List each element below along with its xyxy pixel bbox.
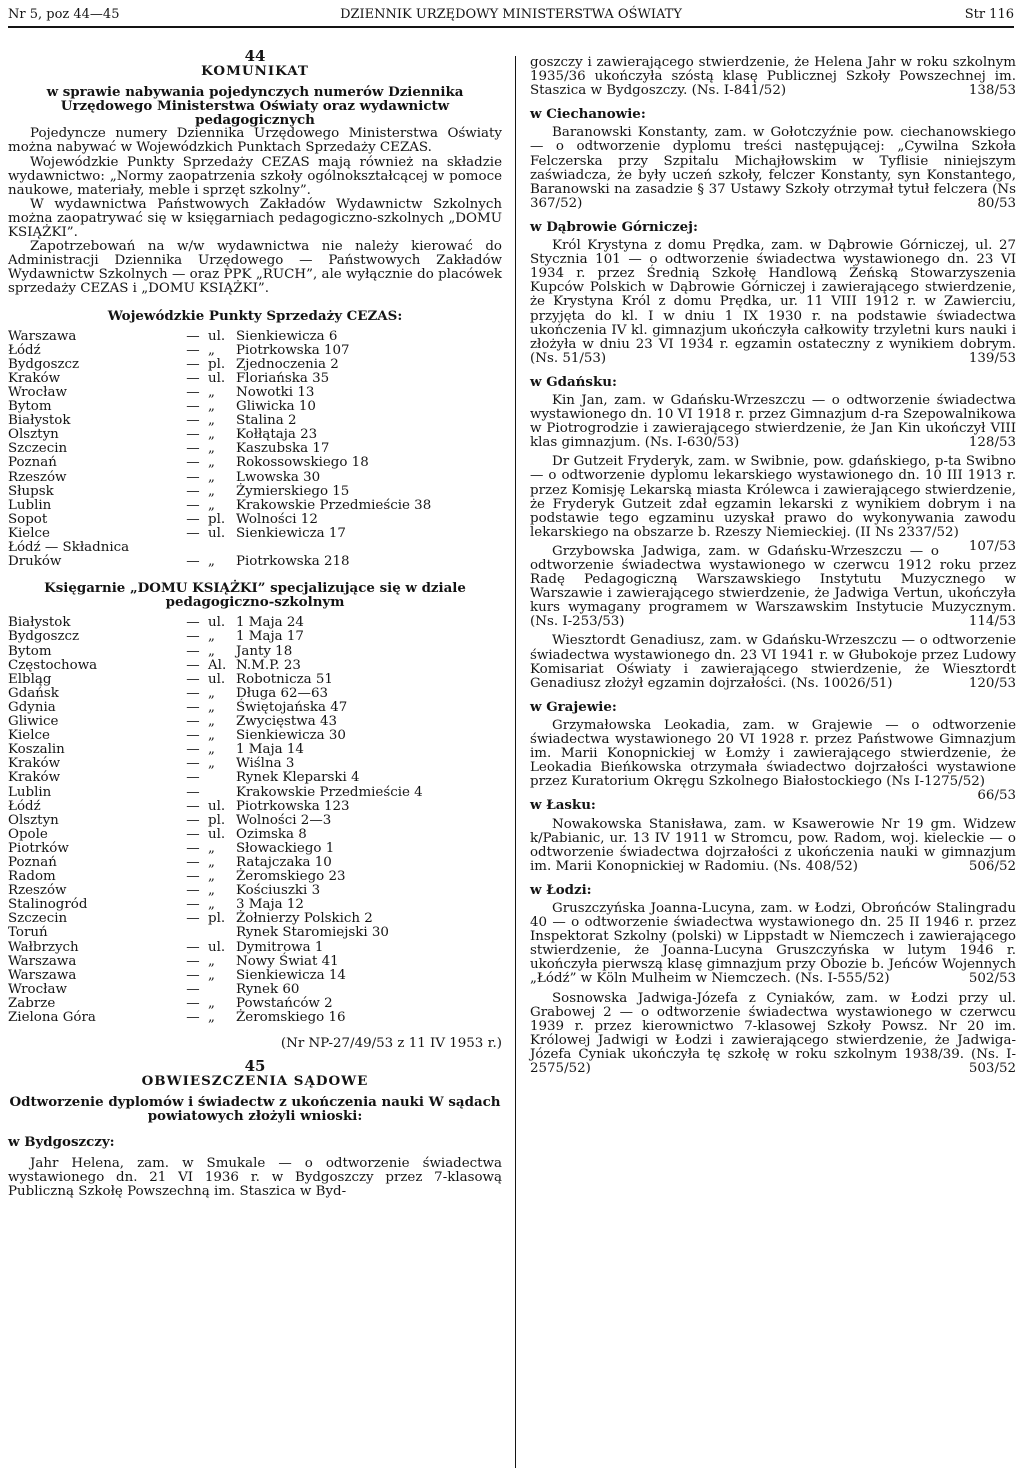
address-city: Radom [8,869,56,885]
address-sfx: „ [208,742,215,758]
address-dash: — [186,629,200,645]
address-city: Częstochowa [8,657,98,673]
address-dash: — [186,657,200,673]
address-street: 3 Maja 12 [236,897,304,913]
court-notice-text: Kin Jan, zam. w Gdańsku-Wrzeszczu — o odtworzenie świadectwa wystawionego dn. 10 VI 1918 r. przez Gimnazjum d-ra Szepowalnikowa w Piotrogrodzie i zawierającego stwierdzenie, że Jan Kin ukończył VIII klas gimnazjum. (Ns. I-630/53) [530,392,1016,451]
address-dash: — [186,911,200,927]
locality-heading: w Grajewie: [530,698,617,715]
address-dash: — [186,497,200,513]
address-street: Długa 62—63 [236,685,328,701]
address-street: Dymitrowa 1 [236,939,324,955]
address-street: Sienkiewicza 30 [236,728,346,744]
address-row [8,673,502,687]
court-notice-entry [530,634,1016,690]
locality-heading: w Ciechanowie: [530,106,646,123]
address-dash: — [186,897,200,913]
address-sfx: „ [208,854,215,870]
address-street: Rynek Kleparski 4 [236,770,360,786]
address-row [8,969,502,983]
jahr-entry: Jahr Helena, zam. w Smukale — o odtworzenie świadectwa wystawionego dn. 21 VI 1936 r. w Bydgoszczy przez 7-klasową Publiczną Szkołę Powszechną im. Staszica w Byd- [8,1155,502,1199]
jahr-entry-ref: 138/53 [968,83,1016,99]
address-dash: — [186,854,200,870]
address-dash: — [186,728,200,744]
address-row [8,330,502,344]
address-city: Bytom [8,399,52,415]
address-row [8,884,502,898]
address-city: Sopot [8,511,48,527]
address-sfx: „ [208,869,215,885]
address-street: Wolności 2—3 [236,812,332,828]
address-city: Gliwice [8,714,59,730]
address-street: Żymierskiego 15 [236,483,350,499]
address-dash: — [186,511,200,527]
court-notice-entry [530,545,1016,630]
address-city: Bytom [8,643,52,659]
address-dash: — [186,981,200,997]
address-street: Kołłątaja 23 [236,427,318,443]
address-row [8,485,502,499]
address-city: Koszalin [8,742,65,758]
address-sfx: pl. [208,511,226,527]
address-sfx: „ [208,455,215,471]
address-row [8,941,502,955]
address-city: Szczecin [8,911,68,927]
komunikat-subtitle: w sprawie nabywania pojedynczych numerów Dziennika Urzędowego Ministerstwa Oświaty oraz wydawnictw pedagogicznych [46,84,464,129]
court-notice-ref: 107/53 [968,538,1016,554]
address-city: Olsztyn [8,812,59,828]
address-row [8,344,502,358]
address-street: Wolności 12 [236,511,318,527]
address-dash: — [186,995,200,1011]
address-city: Gdynia [8,699,56,715]
court-notice-ref: 502/53 [968,971,1016,987]
address-row [8,456,502,470]
court-notice-text: Gruszczyńska Joanna-Lucyna, zam. w Łodzi, Obrońców Stalingradu 40 — o odtworzenie świadectwa wystawionego dn. 25 II 1946 r. przez Inspektorat Szkolny (polski) w Lippstadt w Niemczech i zawierającego stwierdzenie, że Joanna-Lucyna Gruszczyńska w lutym 1946 r. ukończyła pierwszą klasę gimnazjum przy Obozie b. Jeńców Wojennych „Łódź” w Köln Mulheim w Niemczech. (Ns. I-555/52) [530,900,1016,987]
court-notice-entry [530,239,1016,366]
address-sfx: „ [208,399,215,415]
address-street: Lwowska 30 [236,469,321,485]
court-notice-text: Sosnowska Jadwiga-Józefa z Cyniaków, zam. w Łodzi przy ul. Grabowej 2 — o odtworzenie świadectwa wystawionego w czerwcu 1939 r. przez kierownictwo 7-klasowej Szkoły Powsz. Nr 20 im. Królowej Jadwigi w Łodzi i zawierającego stwierdzenie, że Jadwiga-Józefa Cyniak ukończyła tę szkołę w roku szkolnym 1938/39. (Ns. I-2575/52) [530,990,1016,1076]
address-dash: — [186,840,200,856]
address-dash: — [186,483,200,499]
address-city: Wałbrzych [8,939,79,955]
address-sfx: ul. [208,370,226,386]
address-dash: — [186,869,200,885]
address-row [8,743,502,757]
address-dash: — [186,554,200,570]
address-row [8,513,502,527]
komunikat-paragraph-4: Zapotrzebowań na w/w wydawnictwa nie należy kierować do Administracji Dziennika Urzędowego — Państwowych Zakładów Wydawnictw Szkolnych — oraz PPK „RUCH”, ale wyłącznie do placówek sprzedaży CEZAS i „DOMU KSIĄŻKI”. [8,239,502,297]
address-dash: — [186,939,200,955]
komunikat-title: KOMUNIKAT [201,63,309,79]
obwieszczenia-title: OBWIESZCZENIA SĄDOWE [141,1073,369,1090]
address-dash [178,926,208,940]
header-issue: Nr 5, poz 44—45 [8,7,120,22]
address-city: Łódź — Składnica [8,540,130,555]
address-sfx: „ [208,441,215,457]
address-row [8,870,502,884]
address-sfx: „ [208,685,215,701]
cezas-address-list [8,330,502,570]
address-sfx [208,771,236,785]
address-sfx: ul. [208,671,226,687]
address-sfx: „ [208,728,215,744]
address-sfx: „ [208,384,215,400]
address-sfx: „ [208,714,215,730]
address-sfx: pl. [208,356,226,372]
address-street: 1 Maja 14 [236,742,304,758]
address-sfx: „ [208,629,215,645]
address-dash: — [186,342,200,358]
address-row [8,926,502,940]
address-row [8,701,502,715]
komunikat-paragraph-3: W wydawnictwa Państwowych Zakładów Wydawnictw Szkolnych można zaopatrywać się w księgarniach pedagogiczno-szkolnych „DOMU KSIĄŻKI”. [8,196,502,241]
address-row [8,757,502,771]
address-dash: — [186,770,200,786]
court-notice-entry [530,126,1016,211]
address-row [8,983,502,997]
address-row [8,814,502,828]
address-street: Rokossowskiego 18 [236,455,369,471]
address-city: Łódź [8,342,41,358]
obwieszczenia-subtitle: Odtworzenie dyplomów i świadectw z ukończenia nauki W sądach powiatowych złożyli wnioski: [9,1094,501,1125]
address-city: Poznań [8,854,57,870]
court-notices-list [530,98,1016,1076]
address-city: Bydgoszcz [8,629,80,645]
address-row [8,729,502,743]
address-street: Floriańska 35 [236,370,330,386]
court-notice-ref: 120/53 [968,675,1016,691]
address-sfx: ul. [208,826,226,842]
address-dash [178,541,208,555]
cezas-list-heading: Wojewódzkie Punkty Sprzedaży CEZAS: [107,307,403,324]
court-notice-entry [530,818,1016,874]
address-city: Warszawa [8,328,77,344]
address-city: Lublin [8,784,52,800]
address-city: Poznań [8,455,57,471]
address-row [8,659,502,673]
address-street: Zjednoczenia 2 [236,356,339,372]
address-row [8,386,502,400]
address-city: Kraków [8,370,61,386]
komunikat-paragraph-2: Wojewódzkie Punkty Sprzedaży CEZAS mają również na składzie wydawnictwo: „Normy zaopatrzenia szkoły ogólnokształcącej w pomoce naukowe, materiały, meble i sprzęt szkolny”. [8,154,502,198]
address-row [8,400,502,414]
address-street: Krakowskie Przedmieście 38 [236,497,432,513]
address-sfx: Al. [208,657,227,673]
address-row [8,471,502,485]
address-sfx: „ [208,554,215,570]
address-row [8,955,502,969]
address-city: Druków [8,554,62,570]
address-street: 1 Maja 17 [236,629,304,645]
locality-heading: w Dąbrowie Górniczej: [530,218,698,235]
address-sfx: „ [208,967,215,983]
address-sfx: „ [208,897,215,913]
address-city: Kraków [8,756,61,772]
address-city: Łódź [8,798,41,814]
address-dash: — [186,756,200,772]
address-sfx: ul. [208,939,226,955]
address-dash: — [186,784,200,800]
address-city: Zielona Góra [8,1010,96,1025]
address-dash: — [186,1010,200,1025]
address-street: Nowy Świat 41 [236,953,339,969]
locality-heading: w Łodzi: [530,881,592,898]
address-dash: — [186,714,200,730]
address-row [8,499,502,513]
address-sfx: „ [208,483,215,499]
address-sfx: ul. [208,798,226,814]
item-44-reference: (Nr NP-27/49/53 z 11 IV 1953 r.) [280,1036,502,1052]
address-street: Rynek Staromiejski 30 [236,925,389,941]
address-row [8,414,502,428]
address-row [8,630,502,644]
court-notice-entry [530,902,1016,987]
address-city: Warszawa [8,953,77,969]
address-city: Wrocław [8,981,67,997]
address-dash: — [186,328,200,344]
address-city: Białystok [8,413,71,429]
address-dash: — [186,671,200,687]
komunikat-paragraph-1: Pojedyncze numery Dziennika Urzędowego Ministerstwa Oświaty można nabywać w Wojewódzkich Punktach Sprzedaży CEZAS. [8,126,502,156]
address-row [8,842,502,856]
address-row [8,856,502,870]
address-street: Stalina 2 [236,413,297,429]
address-city: Elbląg [8,671,52,687]
address-dash: — [186,399,200,415]
address-dash: — [186,469,200,485]
address-city: Bydgoszcz [8,356,80,372]
address-row [8,771,502,785]
address-street: Ozimska 8 [236,826,307,842]
address-street: Wiślna 3 [236,756,295,772]
address-street: Żeromskiego 16 [236,1010,346,1025]
address-street: Krakowskie Przedmieście 4 [236,784,423,800]
address-street: Janty 18 [236,643,293,659]
court-notice-entry [530,454,1016,554]
address-row [8,645,502,659]
locality-heading: w Gdańsku: [530,373,617,390]
address-dash: — [186,356,200,372]
court-notice-entry [530,394,1016,450]
address-sfx: pl. [208,911,226,927]
address-row [8,372,502,386]
address-row [8,555,502,569]
jahr-entry-continued-text: goszczy i zawierającego stwierdzenie, że Helena Jahr w roku szkolnym 1935/36 ukończyła szóstą klasę Publicznej Szkoły Powszechnej im. Staszica w Bydgoszczy. (Ns. I-841/52) [530,55,1016,99]
address-row [8,997,502,1011]
address-city: Rzeszów [8,883,67,899]
header-title: DZIENNIK URZĘDOWY MINISTERSTWA OŚWIATY [340,7,682,22]
court-notice-ref: 506/52 [968,858,1016,874]
item-number-45: 45 [244,1057,266,1076]
address-sfx [208,786,236,800]
court-notice-text: Dr Gutzeit Fryderyk, zam. w Swibnie, pow. gdańskiego, p-ta Swibno — o odtworzenie dyplomu lekarskiego wystawionego dn. 10 III 1913 r. przez Komisję Lekarską miasta Królewca i zawierającego stwierdzenie, że Fryderyk Gutzeit zdał egzamin lekarski z wynikiem dobrym i na podstawie tego egzaminu uzyskał prawo do wykonywania zawodu lekarskiego na obszarze b. Rzeszy Niemieckiej. (II Ns 2337/52) [530,454,1016,540]
column-divider [515,56,516,1468]
court-notice-ref: 128/53 [968,435,1016,451]
address-dash: — [186,826,200,842]
address-street [236,541,502,555]
address-city: Wrocław [8,384,67,400]
address-street: Nowotki 13 [236,384,315,400]
court-notice-text: Grzybowska Jadwiga, zam. w Gdańsku-Wrzeszczu — o odtworzenie świadectwa wystawionego w czerwcu 1912 roku przez Radę Pedagogiczną Warszawskiego Instytutu Muzycznego w Warszawie i zawierającego stwierdzenie, że Jadwiga Vertun, ukończyła kurs wymagany programem w Warszawskim Instytucie Muzycznym. (Ns. I-253/53) [530,543,1016,630]
address-city: Rzeszów [8,469,67,485]
address-street: Żeromskiego 23 [236,869,346,885]
address-row [8,800,502,814]
court-notice-text: Król Krystyna z domu Prędka, zam. w Dąbrowie Górniczej, ul. 27 Stycznia 101 — o odtworzenie świadectwa wystawionego dn. 23 VI 1934 r. przez Średnią Szkołę Handlową Żeńską Stowarzyszenia Kupców Polskich w Dąbrowie Górniczej i zawierającego stwierdzenie, że Krystyna Król z domu Prędka, ur. 11 VIII 1912 r. w Zawierciu, przyjęta do kl. I w dniu 1 IX 1930 r. na podstawie świadectwa ukończenia IV kl. gimnazjum ukończyła całkowity trzyletni kurs nauki i złożyła w dniu 23 VI 1934 r. egzamin ostateczny z wynikiem dobrym. (Ns. 51/53) [530,238,1016,366]
address-street: Żołnierzy Polskich 2 [236,911,373,927]
address-sfx: „ [208,699,215,715]
address-sfx: „ [208,756,215,772]
address-city: Opole [8,826,48,842]
dom-ksiazki-address-list [8,616,502,1025]
right-column [530,56,1016,1076]
address-city: Słupsk [8,483,54,499]
address-street: Zwycięstwa 43 [236,714,338,730]
bydgoszcz-heading: w Bydgoszczy: [8,1134,115,1151]
address-row [8,1011,502,1025]
address-dash: — [186,413,200,429]
address-street: Rynek 60 [236,981,300,997]
address-row [8,442,502,456]
court-notice-text: Baranowski Konstanty, zam. w Gołotczyźnie pow. ciechanowskiego — o odtworzenie dyplomu treści następującej: „Cywilna Szkoła Felczerska przy Szpitalu Michajłowskim w Tyflisie niniejszym zaświadcza, że były uczeń szkoły, felczer Konstanty, syn Konstantego, Baranowski na zasadzie § 37 Ustawy Szkoły otrzymał tytuł felczera (Ns 367/52) [530,125,1016,211]
court-notice-entry [530,717,1016,804]
address-sfx: „ [208,883,215,899]
address-street: 1 Maja 24 [236,615,304,631]
court-notice-text: Nowakowska Stanisława, zam. w Ksawerowie Nr 19 gm. Widzew k/Pabianic, ur. 13 IV 1911 w Stromcu, pow. Radom, woj. kieleckie — o odtworzenie świadectwa dojrzałości z ukończenia nauki w gimnazjum im. Marii Konopnickiej w Radomiu. (Ns. 408/52) [530,816,1016,874]
address-city: Piotrków [8,840,69,856]
locality-heading: w Łasku: [530,797,596,814]
address-dash: — [186,455,200,471]
address-row [8,541,502,555]
address-street: Sienkiewicza 6 [236,328,338,344]
address-row [8,912,502,926]
address-sfx [208,926,236,940]
address-sfx: „ [208,995,215,1011]
address-city: Stalinogród [8,897,88,913]
address-dash: — [186,967,200,983]
address-city: Toruń [8,925,48,941]
address-dash: — [186,615,200,631]
court-notice-entry [530,992,1016,1077]
address-sfx: „ [208,342,215,358]
address-city: Kraków [8,770,61,786]
address-street: Ratajczaka 10 [236,854,332,870]
address-city: Zabrze [8,995,56,1011]
address-city: Warszawa [8,967,77,983]
address-row [8,428,502,442]
address-street: Sienkiewicza 17 [236,525,346,541]
address-row [8,527,502,541]
address-sfx: pl. [208,812,226,828]
address-street: Słowackiego 1 [236,840,335,856]
court-notice-ref: 114/53 [968,614,1016,630]
address-row [8,786,502,800]
address-sfx: ul. [208,615,226,631]
address-row [8,715,502,729]
address-city: Lublin [8,497,52,513]
court-notice-ref: 80/53 [977,195,1016,211]
dom-ksiazki-heading: Księgarnie „DOMU KSIĄŻKI” specjalizujące się w dziale pedagogiczno-szkolnym [44,580,466,611]
court-notice-ref: 503/52 [968,1061,1016,1076]
address-street: Powstańców 2 [236,995,333,1011]
address-row [8,358,502,372]
address-dash: — [186,370,200,386]
address-dash: — [186,643,200,659]
address-sfx: ul. [208,328,226,344]
address-sfx: „ [208,953,215,969]
address-dash: — [186,883,200,899]
address-dash: — [186,685,200,701]
address-dash: — [186,953,200,969]
page-header [8,4,1014,28]
address-row [8,616,502,630]
address-street: Sienkiewicza 14 [236,967,346,983]
address-city: Gdańsk [8,685,59,701]
header-page-number: Str 116 [964,7,1014,22]
court-notice-ref: 139/53 [968,350,1016,366]
address-street: Świętojańska 47 [236,699,348,715]
address-dash: — [186,384,200,400]
address-dash: — [186,812,200,828]
address-sfx [208,983,236,997]
address-dash: — [186,427,200,443]
court-notice-text: Wiesztordt Genadiusz, zam. w Gdańsku-Wrzeszczu — o odtworzenie świadectwa wystawionego dn. 23 VI 1941 r. w Głubokoje przez Ludowy Komisariat Oświaty i zawierającego stwierdzenie, że Wiesztordt Genadiusz złożył egzamin dojrzałości. (Ns. 10026/51) [530,633,1016,691]
address-city: Szczecin [8,441,68,457]
address-city: Olsztyn [8,427,59,443]
address-dash: — [186,525,200,541]
address-street: Piotrkowska 107 [236,342,350,358]
address-street: Gliwicka 10 [236,399,316,415]
address-sfx: „ [208,497,215,513]
address-street: N.M.P. 23 [236,657,301,673]
left-column [8,36,502,1199]
address-street: Kościuszki 3 [236,883,321,899]
address-dash: — [186,798,200,814]
court-notice-ref: 66/53 [977,788,1016,804]
address-dash: — [186,441,200,457]
address-sfx: „ [208,1010,215,1025]
address-sfx: ul. [208,525,226,541]
address-dash: — [186,742,200,758]
court-notice-text: Grzymałowska Leokadia, zam. w Grajewie — o odtworzenie świadectwa wystawionego 20 VI 1928 r. przez Państwowe Gimnazjum im. Marii Konopnickiej w Łomży i zawierającego stwierdzenie, że Leokadia Bieńkowska otrzymała świadectwo dojrzałości wystawione przez Kuratorium Okręgu Szkolnego Białostockiego (Ns I-1275/52) [530,717,1016,790]
address-street: Robotnicza 51 [236,671,333,687]
item-number-44: 44 [244,47,266,65]
address-sfx: „ [208,840,215,856]
address-dash: — [186,699,200,715]
address-street: Piotrkowska 218 [236,554,350,570]
address-city: Kielce [8,525,50,541]
address-city: Białystok [8,615,71,631]
address-sfx [208,541,236,555]
address-street: Piotrkowska 123 [236,798,350,814]
address-city: Kielce [8,728,50,744]
address-street: Kaszubska 17 [236,441,330,457]
jahr-entry-continued [530,56,1016,98]
address-sfx: „ [208,413,215,429]
address-sfx: „ [208,643,215,659]
address-sfx: „ [208,469,215,485]
address-sfx: „ [208,427,215,443]
address-row [8,687,502,701]
address-row [8,828,502,842]
